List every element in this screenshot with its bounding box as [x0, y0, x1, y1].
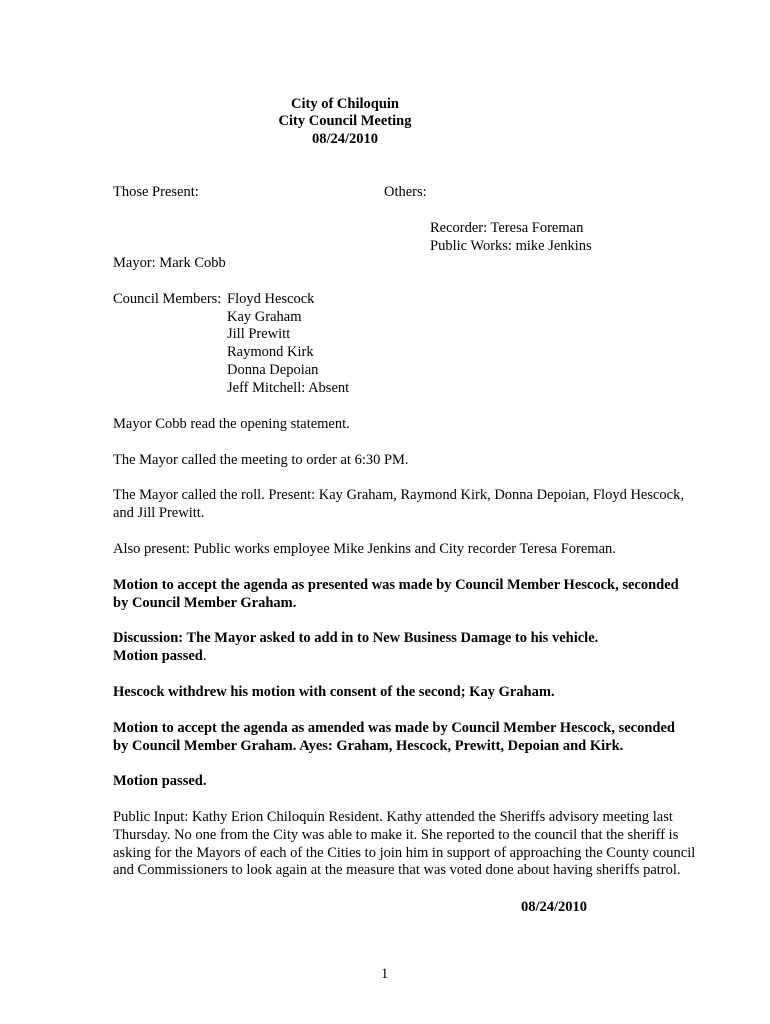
mayor-line: Mayor: Mark Cobb: [113, 255, 226, 271]
public-input-line-2: Thursday. No one from the City was able to make it. She reported to the council that the sheriff is: [113, 827, 679, 843]
discussion-line-2: [113, 647, 206, 665]
council-member-4: Raymond Kirk: [227, 344, 314, 360]
council-member-3: Jill Prewitt: [227, 326, 291, 342]
opening-statement-text: Mayor Cobb read the opening statement.: [113, 416, 350, 432]
recorder-line: Recorder: Teresa Foreman: [430, 220, 584, 236]
motion-2-passed: Motion passed.: [113, 773, 207, 789]
motion-2-line-1: Motion to accept the agenda as amended was made by Council Member Hescock, seconded: [113, 720, 675, 736]
motion-passed-period: .: [202, 648, 207, 664]
also-present-text: Also present: Public works employee Mike Jenkins and City recorder Teresa Foreman.: [113, 541, 616, 557]
public-input-line-4: and Commissioners to look again at the measure that was voted done about having sheriffs patrol.: [113, 862, 681, 878]
council-member-5: Donna Depoian: [227, 362, 319, 378]
public-works-line: Public Works: mike Jenkins: [430, 238, 592, 254]
motion-1-line-1: Motion to accept the agenda as presented was made by Council Member Hescock, seconded: [113, 577, 679, 593]
others-label: Others:: [384, 184, 427, 200]
those-present-label: Those Present:: [113, 184, 199, 200]
public-input-line-3: asking for the Mayors of each of the Cities to join him in support of approaching the County council: [113, 845, 696, 861]
council-members-label: Council Members:: [113, 291, 222, 307]
header-meeting: City Council Meeting: [278, 113, 412, 129]
header-city: City of Chiloquin: [291, 96, 399, 112]
roll-call-line-1: The Mayor called the roll. Present: Kay Graham, Raymond Kirk, Donna Depoian, Floyd Hescock,: [113, 487, 684, 503]
motion-passed-bold: Motion passed: [113, 648, 203, 664]
page-number: 1: [381, 966, 389, 982]
withdrawal-text: Hescock withdrew his motion with consent of the second; Kay Graham.: [113, 684, 555, 700]
header-date: 08/24/2010: [311, 131, 379, 147]
motion-2-line-2: by Council Member Graham. Ayes: Graham, Hescock, Prewitt, Depoian and Kirk.: [113, 738, 624, 754]
call-to-order-text: The Mayor called the meeting to order at 6:30 PM.: [113, 452, 409, 468]
discussion-line-1: Discussion: The Mayor asked to add in to New Business Damage to his vehicle.: [113, 630, 599, 646]
council-member-6: Jeff Mitchell: Absent: [227, 380, 350, 396]
roll-call-line-2: and Jill Prewitt.: [113, 505, 205, 521]
motion-1-line-2: by Council Member Graham.: [113, 595, 297, 611]
council-member-2: Kay Graham: [227, 309, 302, 325]
public-input-line-1: Public Input: Kathy Erion Chiloquin Resident. Kathy attended the Sheriffs advisory meeting last: [113, 809, 673, 825]
footer-date: 08/24/2010: [521, 899, 588, 915]
council-member-1: Floyd Hescock: [227, 291, 315, 307]
